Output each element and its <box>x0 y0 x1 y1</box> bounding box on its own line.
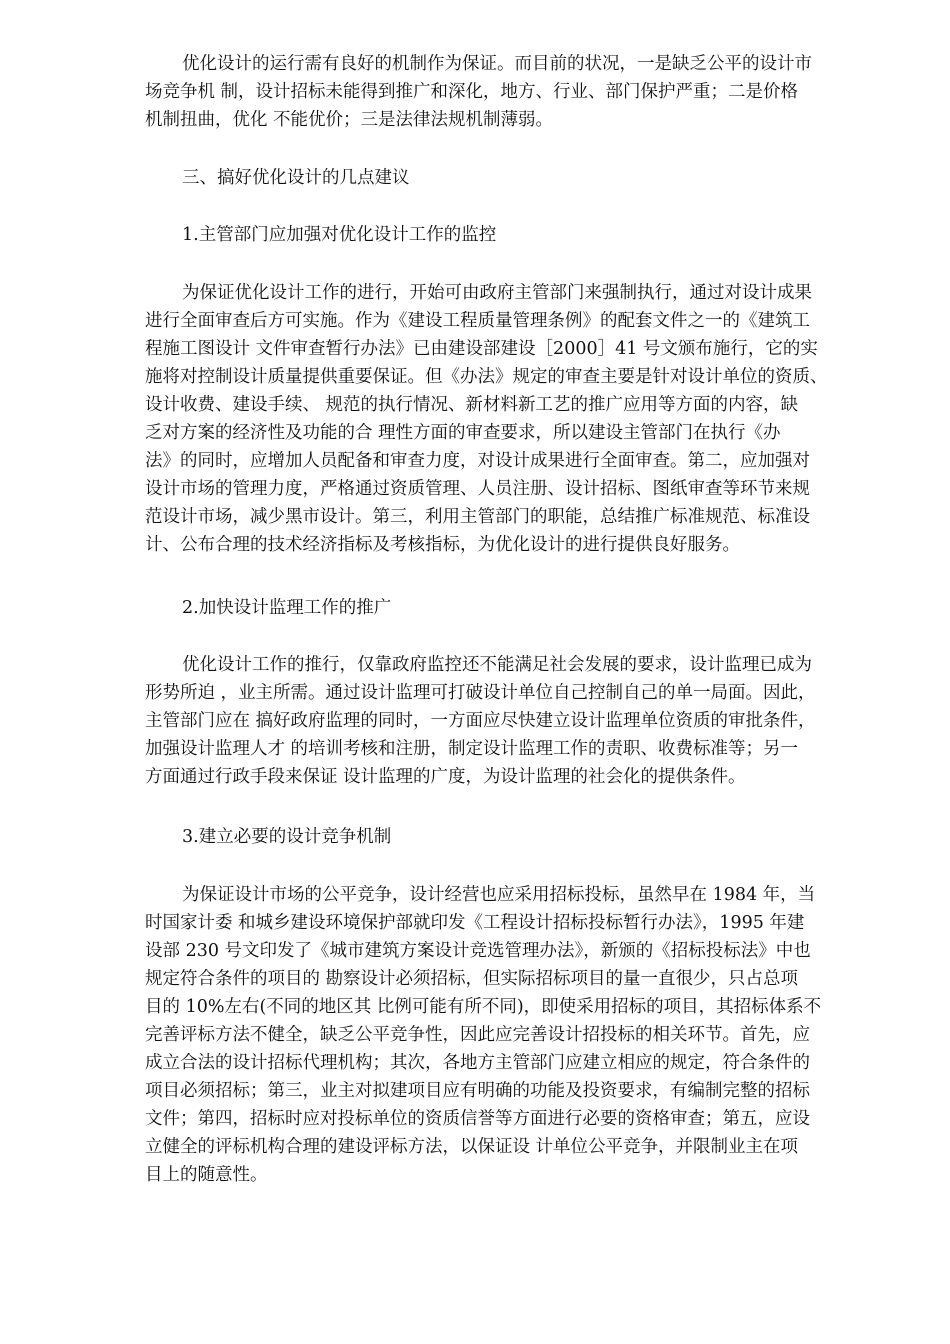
text-line: 完善评标方法不健全，缺乏公平竞争性，因此应完善设计招投标的相关环节。首先，应 <box>145 1025 810 1045</box>
text-line: 进行全面审查后方可实施。作为《建设工程质量管理条例》的配套文件之一的《建筑工 <box>145 311 810 331</box>
text-line: 优化设计工作的推行，仅靠政府监控还不能满足社会发展的要求，设计监理已成为 <box>182 655 812 675</box>
text-line: 机制扭曲，优化 不能优价；三是法律法规机制薄弱。 <box>145 110 554 130</box>
paragraph-mechanism <box>145 50 885 134</box>
text-line: 加强设计监理人才 的培训考核和注册，制定设计监理工作的责职、收费标准等；另一 <box>145 739 799 759</box>
text-line: 场竞争机 制，设计招标未能得到推广和深化，地方、行业、部门保护严重；二是价格 <box>145 82 799 102</box>
text-line: 设计市场的管理力度，严格通过资质管理、人员注册、设计招标、图纸审查等环节来规 <box>145 479 810 499</box>
text-line: 设计收费、建设手续、 规范的执行情况、新材料新工艺的推广应用等方面的内容，缺 <box>145 395 799 415</box>
text-line: 方面通过行政手段来保证 设计监理的广度，为设计监理的社会化的提供条件。 <box>145 767 746 787</box>
paragraph-competition <box>145 881 885 1189</box>
text-line: 立健全的评标机构合理的建设评标方法，以保证设 计单位公平竞争，并限制业主在项 <box>145 1137 799 1157</box>
paragraph-design-supervision <box>145 651 885 791</box>
text-line: 为保证优化设计工作的进行，开始可由政府主管部门来强制执行，通过对设计成果 <box>182 283 812 303</box>
text-line: 法》的同时，应增加人员配备和审查力度，对设计成果进行全面审查。第二，应加强对 <box>145 451 810 471</box>
text-line: 形势所迫 ，业主所需。通过设计监理可打破设计单位自己控制自己的单一局面。因此， <box>145 683 816 703</box>
text-line: 优化设计的运行需有良好的机制作为保证。而目前的状况，一是缺乏公平的设计市 <box>182 54 812 74</box>
text-line: 主管部门应在 搞好政府监理的同时，一方面应尽快建立设计监理单位资质的审批条件， <box>145 711 816 731</box>
text-line: 计、公布合理的技术经济指标及考核指标，为优化设计的进行提供良好服务。 <box>145 535 740 555</box>
text-line: 目的 10%左右(不同的地区其 比例可能有所不同)，即使采用招标的项目，其招标体系不 <box>145 997 822 1017</box>
heading-text: 3.建立必要的设计竞争机制 <box>182 827 392 847</box>
text-line: 乏对方案的经济性及功能的合 理性方面的审查要求，所以建设主管部门在执行《办 <box>145 423 781 443</box>
text-line: 程施工图设计 文件审查暂行办法》已由建设部建设［2000］41 号文颁布施行，它的实 <box>145 339 818 359</box>
subheading-1 <box>145 221 885 249</box>
heading-text: 2.加快设计监理工作的推广 <box>182 598 392 618</box>
text-line: 施将对控制设计质量提供重要保证。但《办法》规定的审查主要是针对设计单位的资质、 <box>145 367 828 387</box>
subheading-3 <box>145 823 885 851</box>
text-line: 目上的随意性。 <box>145 1165 268 1185</box>
paragraph-supervision <box>145 279 885 559</box>
heading-text: 三、搞好优化设计的几点建议 <box>182 168 410 188</box>
text-line: 成立合法的设计招标代理机构；其次，各地方主管部门应建立相应的规定，符合条件的 <box>145 1053 810 1073</box>
subheading-2 <box>145 594 885 622</box>
text-line: 范设计市场，减少黑市设计。第三，利用主管部门的职能，总结推广标准规范、标准设 <box>145 507 810 527</box>
section-heading-suggestions <box>145 164 885 192</box>
heading-text: 1.主管部门应加强对优化设计工作的监控 <box>182 225 497 245</box>
text-line: 时国家计委 和城乡建设环境保护部就印发《工程设计招标投标暂行办法》，1995 年建 <box>145 913 805 933</box>
text-line: 为保证设计市场的公平竞争，设计经营也应采用招标投标，虽然早在 1984 年，当 <box>182 885 816 905</box>
text-line: 项目必须招标；第三，业主对拟建项目应有明确的功能及投资要求，有编制完整的招标 <box>145 1081 810 1101</box>
text-line: 文件；第四，招标时应对投标单位的资质信誉等方面进行必要的资格审查；第五，应设 <box>145 1109 810 1129</box>
text-line: 设部 230 号文印发了《城市建筑方案设计竞选管理办法》，新颁的《招标投标法》中也 <box>145 941 811 961</box>
text-line: 规定符合条件的项目的 勘察设计必须招标，但实际招标项目的量一直很少，只占总项 <box>145 969 799 989</box>
